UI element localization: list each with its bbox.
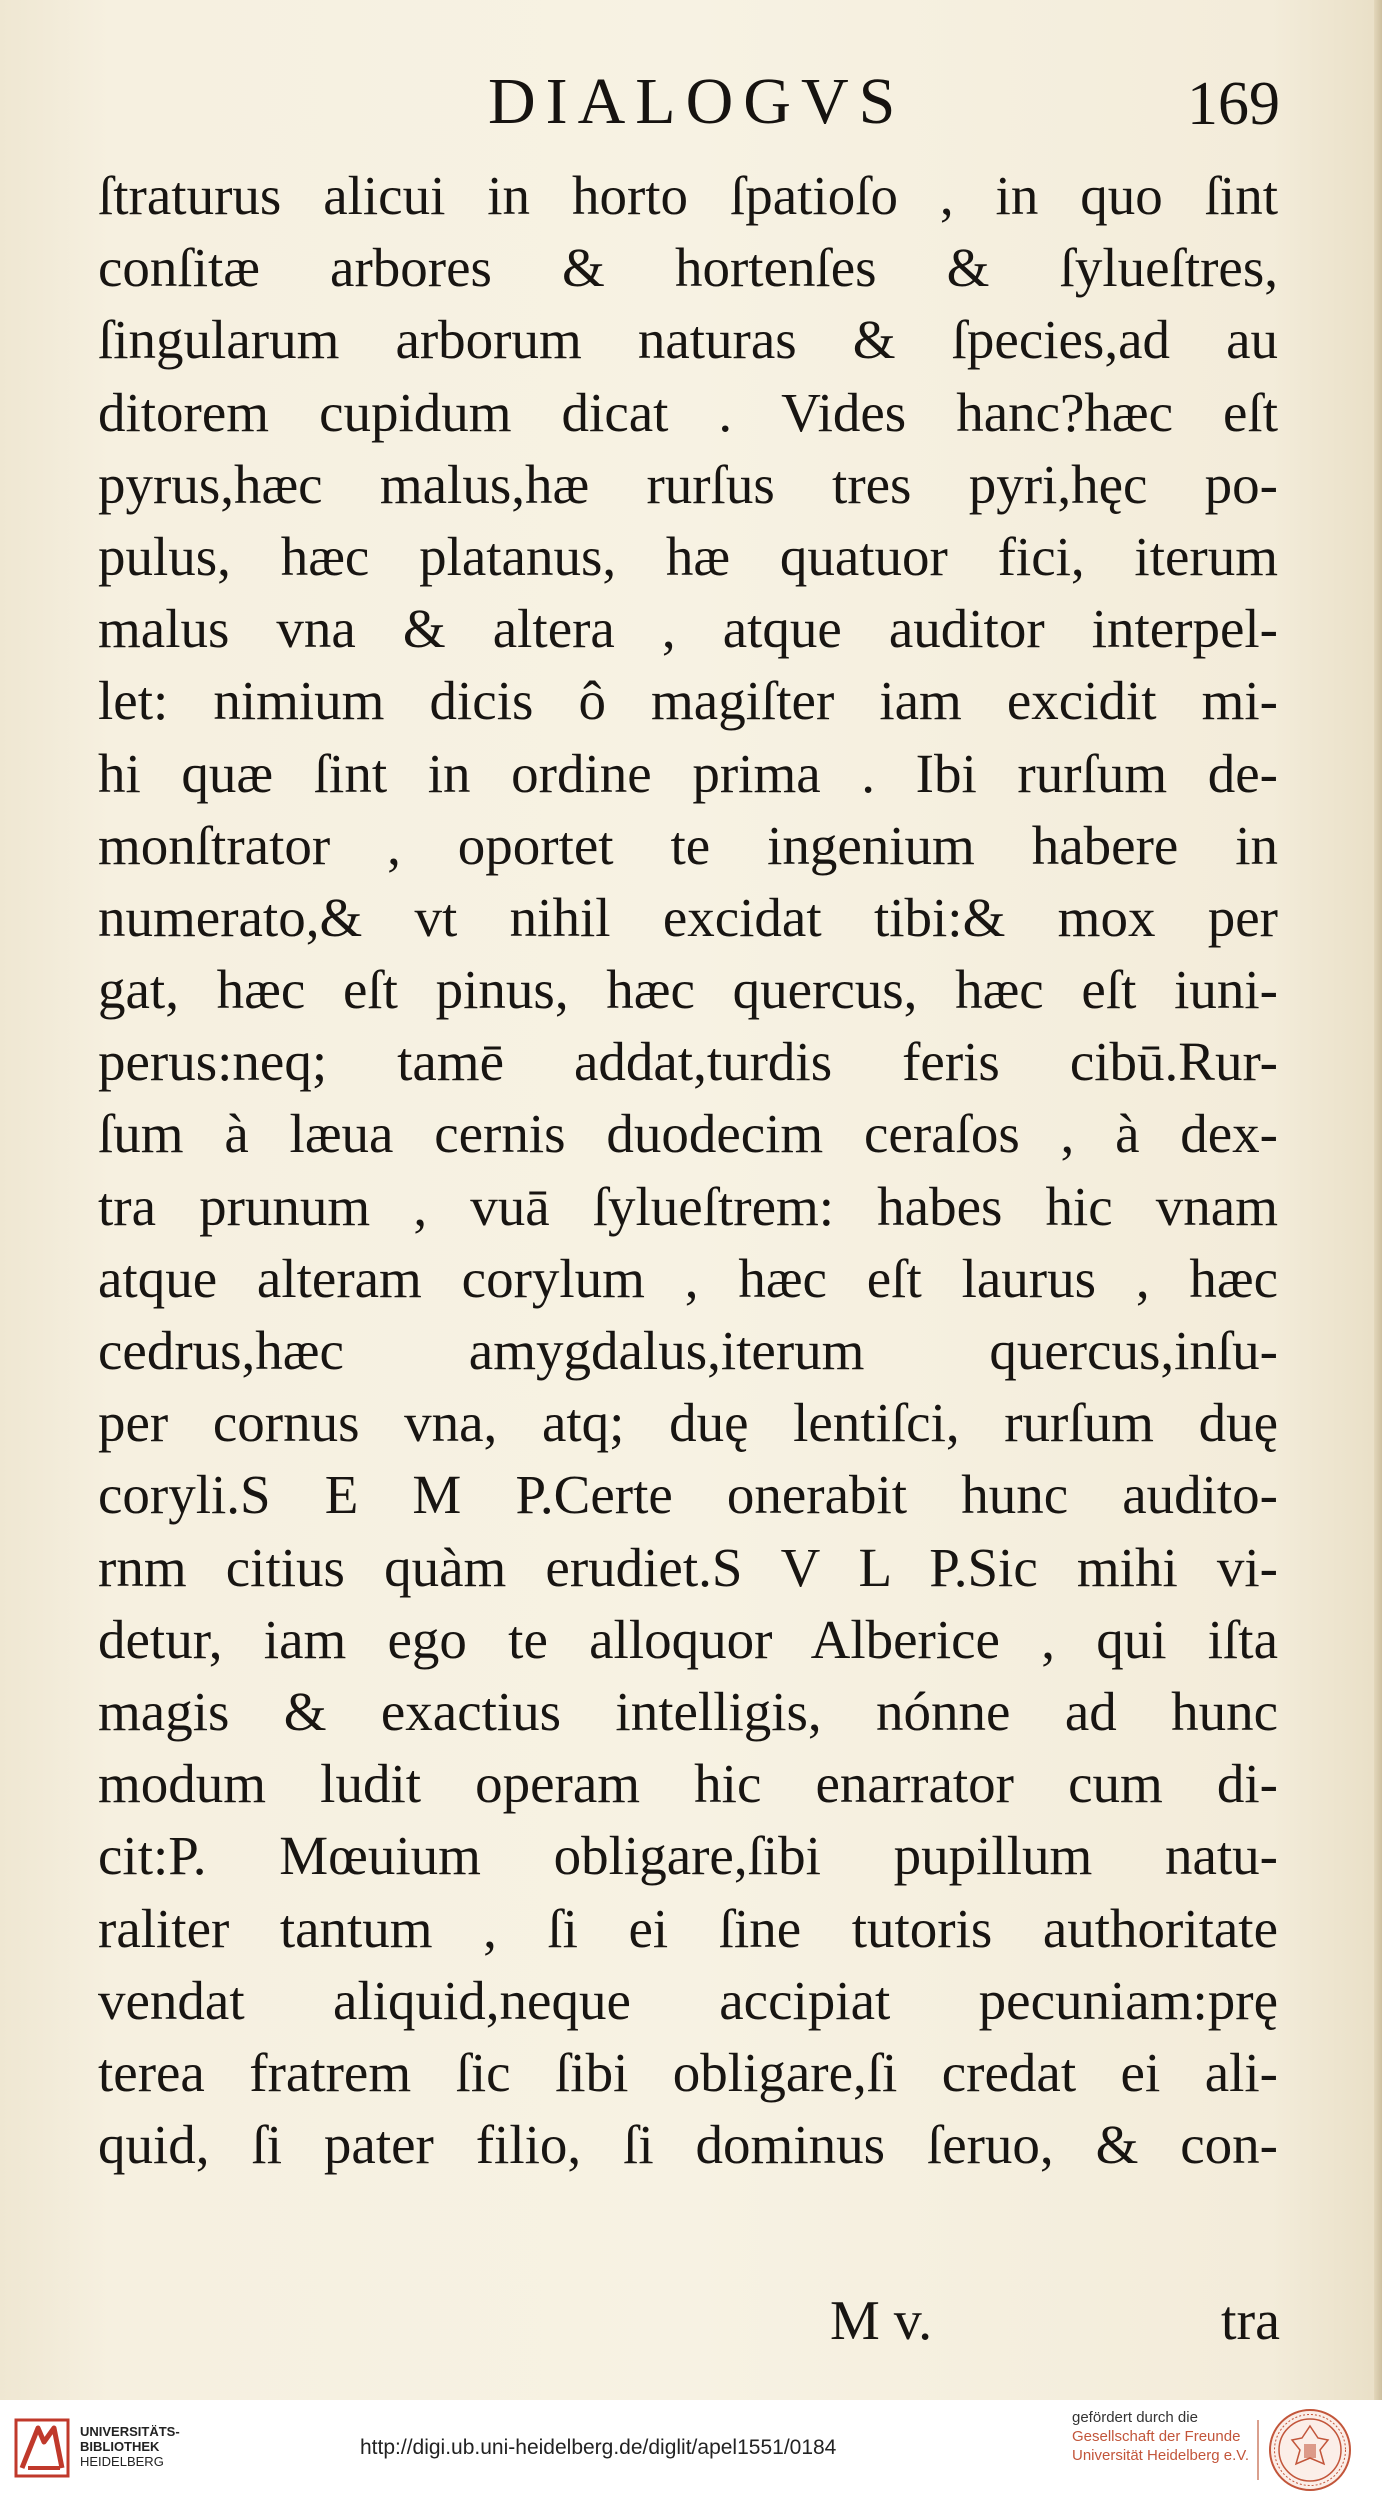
- text-line: monſtrator , oportet te ingenium habere in: [98, 814, 1278, 876]
- library-logo-icon[interactable]: [14, 2418, 70, 2478]
- text-line: gat, hæc eſt pinus, hæc quercus, hæc eſt iuni-: [98, 959, 1278, 1021]
- library-name-line: UNIVERSITÄTS-: [80, 2424, 180, 2439]
- sponsor-divider: [1257, 2420, 1259, 2480]
- sponsor-name-line: Gesellschaft der Freunde: [1072, 2428, 1241, 2445]
- text-line: modum ludit operam hic enarrator cum di-: [98, 1753, 1278, 1815]
- sponsor-name-line: Universität Heidelberg e.V.: [1072, 2447, 1250, 2464]
- sponsor-label: gefördert durch die: [1072, 2409, 1198, 2426]
- text-line: tra prunum , vuā ſylueſtrem: habes hic vnam: [98, 1175, 1278, 1237]
- signature-mark: M v.: [830, 2290, 933, 2352]
- text-line: magis & exactius intelligis, nónne ad hunc: [98, 1680, 1278, 1742]
- library-name: [80, 2424, 180, 2469]
- sponsor-credit[interactable]: [1072, 2408, 1252, 2465]
- text-line: raliter tantum , ſi ei ſine tutoris authoritate: [98, 1897, 1278, 1959]
- text-line: atque alteram corylum , hæc eſt laurus , hæc: [98, 1247, 1278, 1309]
- text-line: perus:neq; tamē addat,turdis feris cibū.Rur-: [98, 1031, 1278, 1093]
- text-line: per cornus vna, atq; duę lentiſci, rurſum duę: [98, 1392, 1278, 1454]
- text-line: vendat aliquid,neque accipiat pecuniam:prę: [98, 1969, 1278, 2031]
- text-line: ſum à læua cernis duodecim ceraſos , à dex-: [98, 1103, 1278, 1165]
- text-block: [98, 160, 1278, 2181]
- text-line: coryli.S E M P.Certe onerabit hunc audito-: [98, 1464, 1278, 1526]
- library-name-line: BIBLIOTHEK: [80, 2439, 160, 2454]
- text-line: pyrus,hæc malus,hæ rurſus tres pyri,hęc po-: [98, 453, 1278, 515]
- library-name-line: HEIDELBERG: [80, 2454, 164, 2469]
- catchword: tra: [1220, 2290, 1280, 2352]
- viewer-footer: [0, 2400, 1382, 2497]
- permalink-url[interactable]: http://digi.ub.uni-heidelberg.de/diglit/apel1551/0184: [360, 2436, 837, 2459]
- text-line: hi quæ ſint in ordine prima . Ibi rurſum de-: [98, 742, 1278, 804]
- page-foot: [100, 2285, 1280, 2357]
- text-line: detur, iam ego te alloquor Alberice , qui iſta: [98, 1608, 1278, 1670]
- page-edge: [1374, 0, 1382, 2400]
- text-line: pulus, hæc platanus, hæ quatuor fici, iterum: [98, 525, 1278, 587]
- text-line: let: nimium dicis ô magiſter iam excidit mi-: [98, 670, 1278, 732]
- university-seal-icon[interactable]: [1268, 2408, 1352, 2492]
- running-title: DIALOGVS: [488, 65, 906, 138]
- running-head: [100, 62, 1280, 142]
- text-line: cedrus,hæc amygdalus,iterum quercus,inſu-: [98, 1320, 1278, 1381]
- text-line: ſtraturus alicui in horto ſpatioſo , in quo ſint: [98, 165, 1278, 226]
- text-line: malus vna & altera , atque auditor interpel-: [98, 598, 1278, 660]
- text-line: terea fratrem ſic ſibi obligare,ſi credat ei ali-: [98, 2041, 1278, 2103]
- text-line: quid, ſi pater filio, ſi dominus ſeruo, & con-: [98, 2114, 1278, 2176]
- text-line: numerato,& vt nihil excidat tibi:& mox per: [98, 886, 1278, 948]
- text-line: conſitæ arbores & hortenſes & ſylueſtres,: [98, 237, 1278, 299]
- text-line: ditorem cupidum dicat . Vides hanc?hæc eſt: [98, 381, 1278, 443]
- page-number: 169: [1187, 70, 1280, 138]
- text-line: cit:P. Mœuium obligare,ſibi pupillum natu-: [98, 1825, 1278, 1887]
- text-line: ſingularum arborum naturas & ſpecies,ad au: [98, 309, 1278, 371]
- text-line: rnm citius quàm erudiet.S V L P.Sic mihi vi-: [98, 1536, 1278, 1598]
